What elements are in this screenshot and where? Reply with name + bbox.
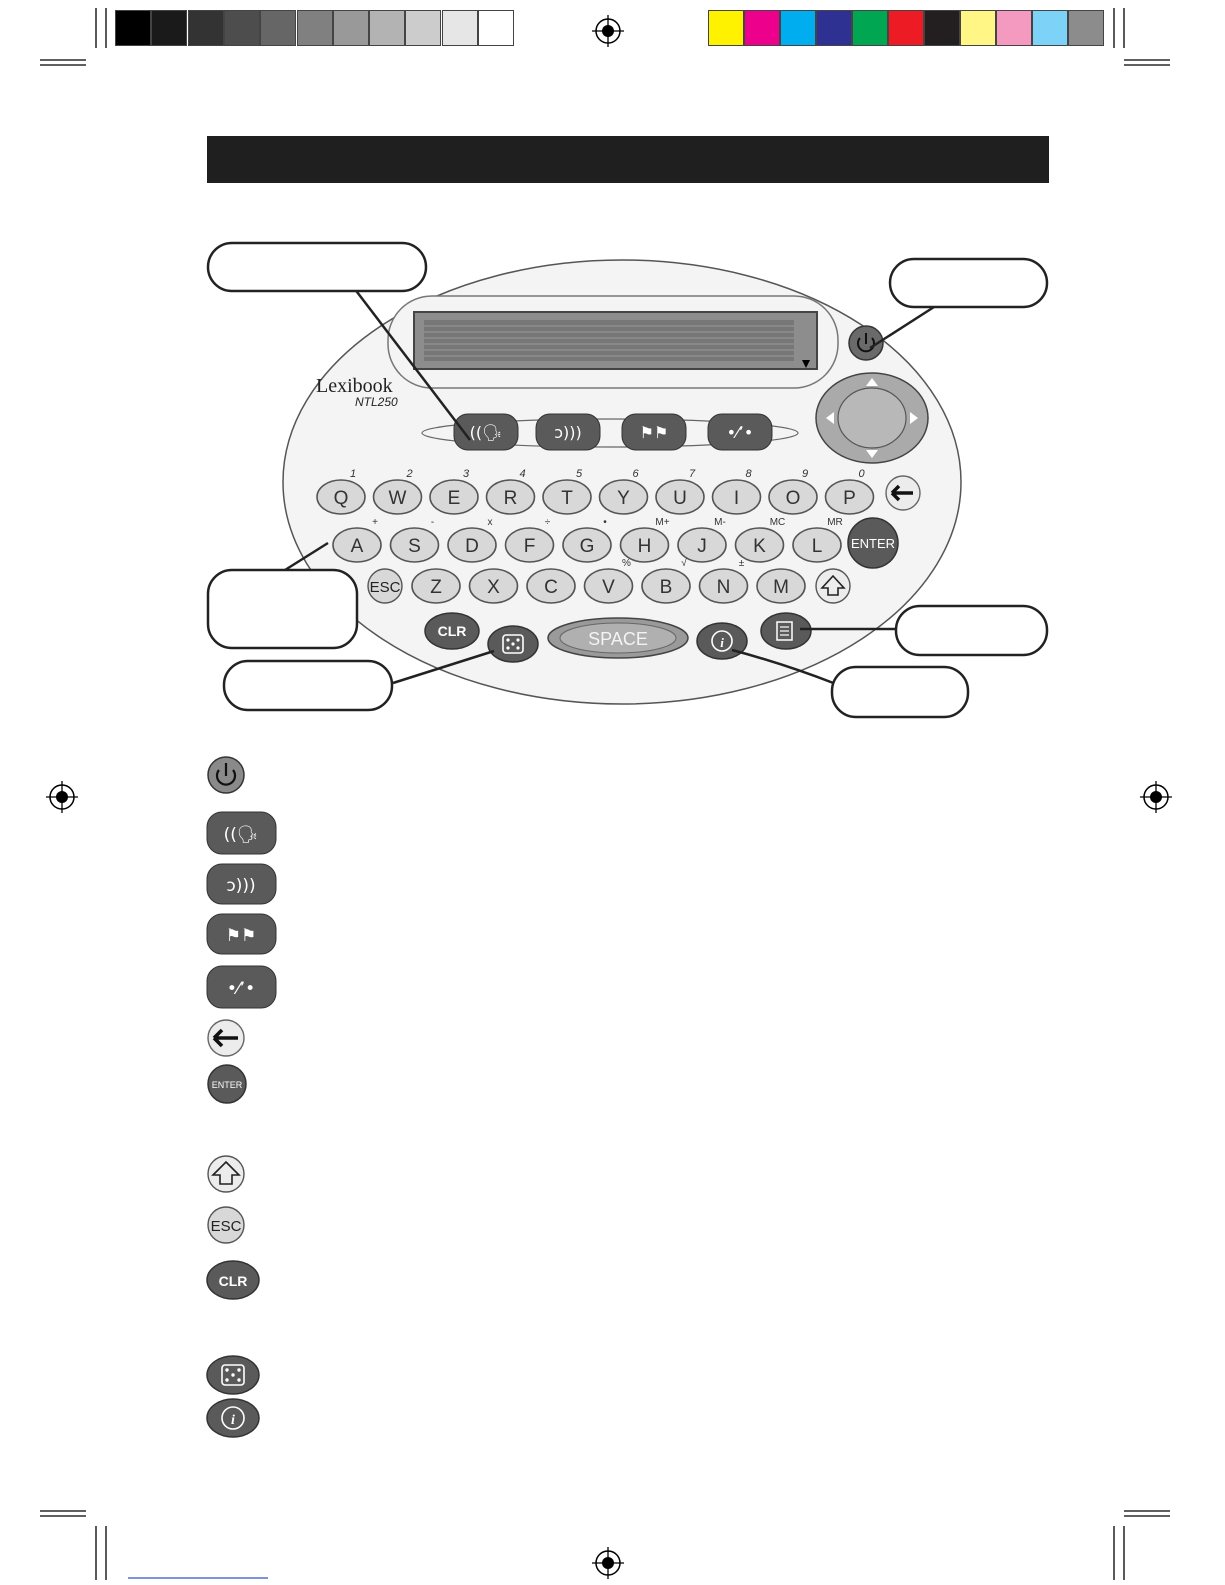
svg-text:ↄ))): ↄ)))	[554, 423, 582, 442]
legend-power-icon	[208, 757, 244, 793]
legend-esc-label: ESC	[210, 1218, 242, 1235]
svg-text:i: i	[231, 1413, 235, 1428]
key-label: G	[579, 536, 595, 557]
key-secondary-label: 3	[462, 468, 470, 480]
key-secondary-label: +	[372, 517, 378, 528]
key-secondary-label: 0	[858, 468, 865, 480]
key-secondary-label: 7	[688, 468, 696, 480]
key-label: D	[465, 536, 479, 557]
legend-conversation-icon	[207, 966, 276, 1008]
legend-enter-label: ENTER	[211, 1080, 243, 1090]
key-secondary-label: x	[487, 517, 493, 528]
key-label: A	[350, 536, 364, 557]
svg-text:⚑⚑: ⚑⚑	[225, 926, 257, 946]
key-secondary-label: 8	[745, 468, 752, 480]
key-label: C	[544, 577, 558, 598]
key-secondary-label: %	[622, 558, 631, 569]
key-secondary-label: 2	[406, 468, 413, 480]
legend-speak-icon	[207, 812, 276, 854]
key-label: Y	[617, 488, 630, 509]
legend-info-icon	[207, 1399, 259, 1437]
key-secondary-label: 5	[575, 468, 583, 480]
key-label: M	[773, 577, 789, 598]
key-label: Z	[430, 577, 442, 598]
key-label: K	[753, 536, 766, 557]
legend-listen-icon	[207, 864, 276, 904]
key-label: N	[716, 577, 731, 598]
svg-text:((🗣: ((🗣	[469, 423, 503, 442]
key-secondary-label: ÷	[544, 517, 551, 528]
key-label: R	[503, 488, 518, 509]
esc-key-label: ESC	[369, 579, 401, 596]
key-label: V	[602, 577, 615, 598]
key-label: O	[785, 488, 801, 509]
key-secondary-label: 6	[632, 468, 639, 480]
key-label: W	[388, 488, 407, 509]
key-label: Q	[333, 488, 349, 509]
enter-key-label: ENTER	[850, 536, 896, 551]
key-label: X	[487, 577, 500, 598]
key-secondary-label: •	[603, 517, 607, 528]
key-secondary-label: M+	[655, 517, 670, 528]
space-key-label: SPACE	[588, 629, 648, 649]
key-secondary-label: M-	[714, 517, 726, 528]
key-secondary-label: MR	[827, 517, 843, 528]
clr-key-label: CLR	[437, 623, 467, 639]
key-label: I	[733, 488, 740, 509]
key-secondary-label: -	[430, 517, 435, 528]
key-label: U	[673, 488, 687, 509]
key-secondary-label: √	[681, 558, 687, 569]
key-label: T	[561, 488, 573, 509]
legend-shift-icon	[208, 1156, 244, 1192]
legend-enter-icon	[208, 1065, 246, 1103]
key-secondary-label: 4	[519, 468, 526, 480]
key-secondary-label: 1	[349, 468, 357, 480]
key-label: B	[659, 577, 673, 598]
key-label: P	[843, 488, 856, 509]
key-label: L	[811, 536, 823, 557]
brand-logo: Lexibook	[316, 375, 393, 397]
legend-translate-icon	[207, 914, 276, 954]
svg-text:((🗣: ((🗣	[223, 825, 259, 845]
legend-esc-icon	[208, 1207, 244, 1243]
key-label: J	[697, 536, 707, 557]
key-label: E	[447, 488, 461, 509]
svg-text:⚑⚑: ⚑⚑	[639, 423, 669, 442]
svg-text:i: i	[720, 635, 724, 650]
svg-text:•⁄ʼ•: •⁄ʼ•	[726, 423, 754, 442]
legend-games-icon	[207, 1356, 259, 1394]
key-label: F	[523, 536, 536, 557]
key-label: H	[637, 536, 652, 557]
svg-text:ↄ))): ↄ)))	[226, 876, 256, 896]
key-secondary-label: MC	[769, 517, 786, 528]
svg-text:•⁄ʼ•: •⁄ʼ•	[226, 979, 256, 999]
key-secondary-label: 9	[801, 468, 809, 480]
legend-backspace-icon	[208, 1020, 244, 1056]
legend-clr-label: CLR	[218, 1273, 248, 1289]
legend-clr-icon	[207, 1261, 259, 1299]
key-label: S	[408, 536, 421, 557]
model-label: NTL250	[355, 395, 398, 409]
key-secondary-label: ±	[738, 558, 745, 569]
